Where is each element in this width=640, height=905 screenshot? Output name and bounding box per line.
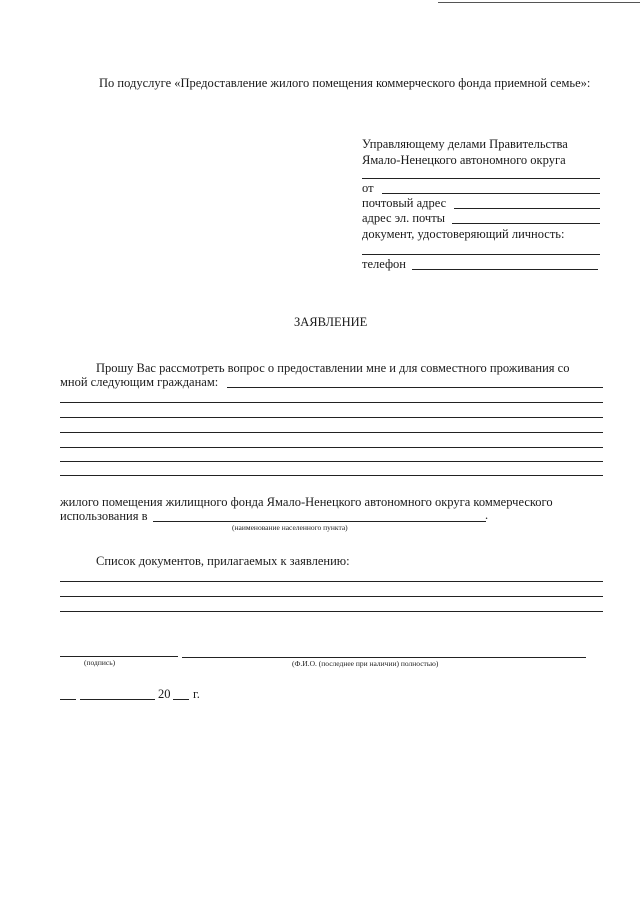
settlement-caption: (наименование населенного пункта) — [232, 523, 348, 532]
postal-address-field[interactable] — [454, 208, 600, 209]
date-day-field[interactable] — [60, 699, 76, 700]
signature-field[interactable] — [60, 656, 178, 657]
postal-address-label: почтовый адрес — [362, 196, 447, 210]
full-name-field[interactable] — [182, 657, 586, 658]
citizens-field-line[interactable] — [60, 402, 603, 403]
id-document-label: документ, удостоверяющий личность: — [362, 227, 565, 241]
phone-field[interactable] — [412, 269, 598, 270]
citizens-field-line[interactable] — [60, 432, 603, 433]
year-prefix: 20 — [158, 687, 171, 701]
settlement-field[interactable] — [153, 521, 486, 522]
addressee-line-1: Управляющему делами Правительства — [362, 137, 568, 151]
from-label: от — [362, 181, 374, 195]
period-mark: . — [485, 508, 489, 522]
housing-text-line-1: жилого помещения жилищного фонда Ямало-Ненецкого автономного округа коммерческого — [60, 495, 553, 509]
signature-caption: (подпись) — [84, 658, 116, 667]
addressee-line-2: Ямало-Ненецкого автономного округа — [362, 153, 566, 167]
request-text-line-1: Прошу Вас рассмотреть вопрос о предоставлении мне и для совместного проживания со — [96, 361, 570, 375]
documents-field-line[interactable] — [60, 596, 603, 597]
from-field[interactable] — [382, 193, 600, 194]
citizens-field-line[interactable] — [227, 387, 603, 388]
addressee-blank-line[interactable] — [362, 178, 600, 179]
email-field[interactable] — [452, 223, 600, 224]
housing-text-line-2: использования в — [60, 509, 148, 523]
documents-field-line[interactable] — [60, 611, 603, 612]
documents-label: Список документов, прилагаемых к заявлению: — [96, 554, 350, 568]
citizens-field-line[interactable] — [60, 461, 603, 462]
document-title: ЗАЯВЛЕНИЕ — [294, 315, 368, 329]
full-name-caption: (Ф.И.О. (последнее при наличии) полностью) — [292, 659, 439, 668]
email-label: адрес эл. почты — [362, 211, 446, 225]
citizens-field-line[interactable] — [60, 417, 603, 418]
citizens-field-line[interactable] — [60, 475, 603, 476]
year-suffix: г. — [193, 687, 200, 701]
date-month-field[interactable] — [80, 699, 155, 700]
citizens-field-line[interactable] — [60, 447, 603, 448]
page-edge-line — [438, 2, 640, 3]
request-text-line-2: мной следующим гражданам: — [60, 375, 219, 389]
date-year-field[interactable] — [173, 699, 189, 700]
phone-label: телефон — [362, 257, 406, 271]
subservice-heading: По подуслуге «Предоставление жилого помещения коммерческого фонда приемной семье»: — [99, 76, 591, 90]
documents-field-line[interactable] — [60, 581, 603, 582]
id-document-field[interactable] — [362, 254, 600, 255]
